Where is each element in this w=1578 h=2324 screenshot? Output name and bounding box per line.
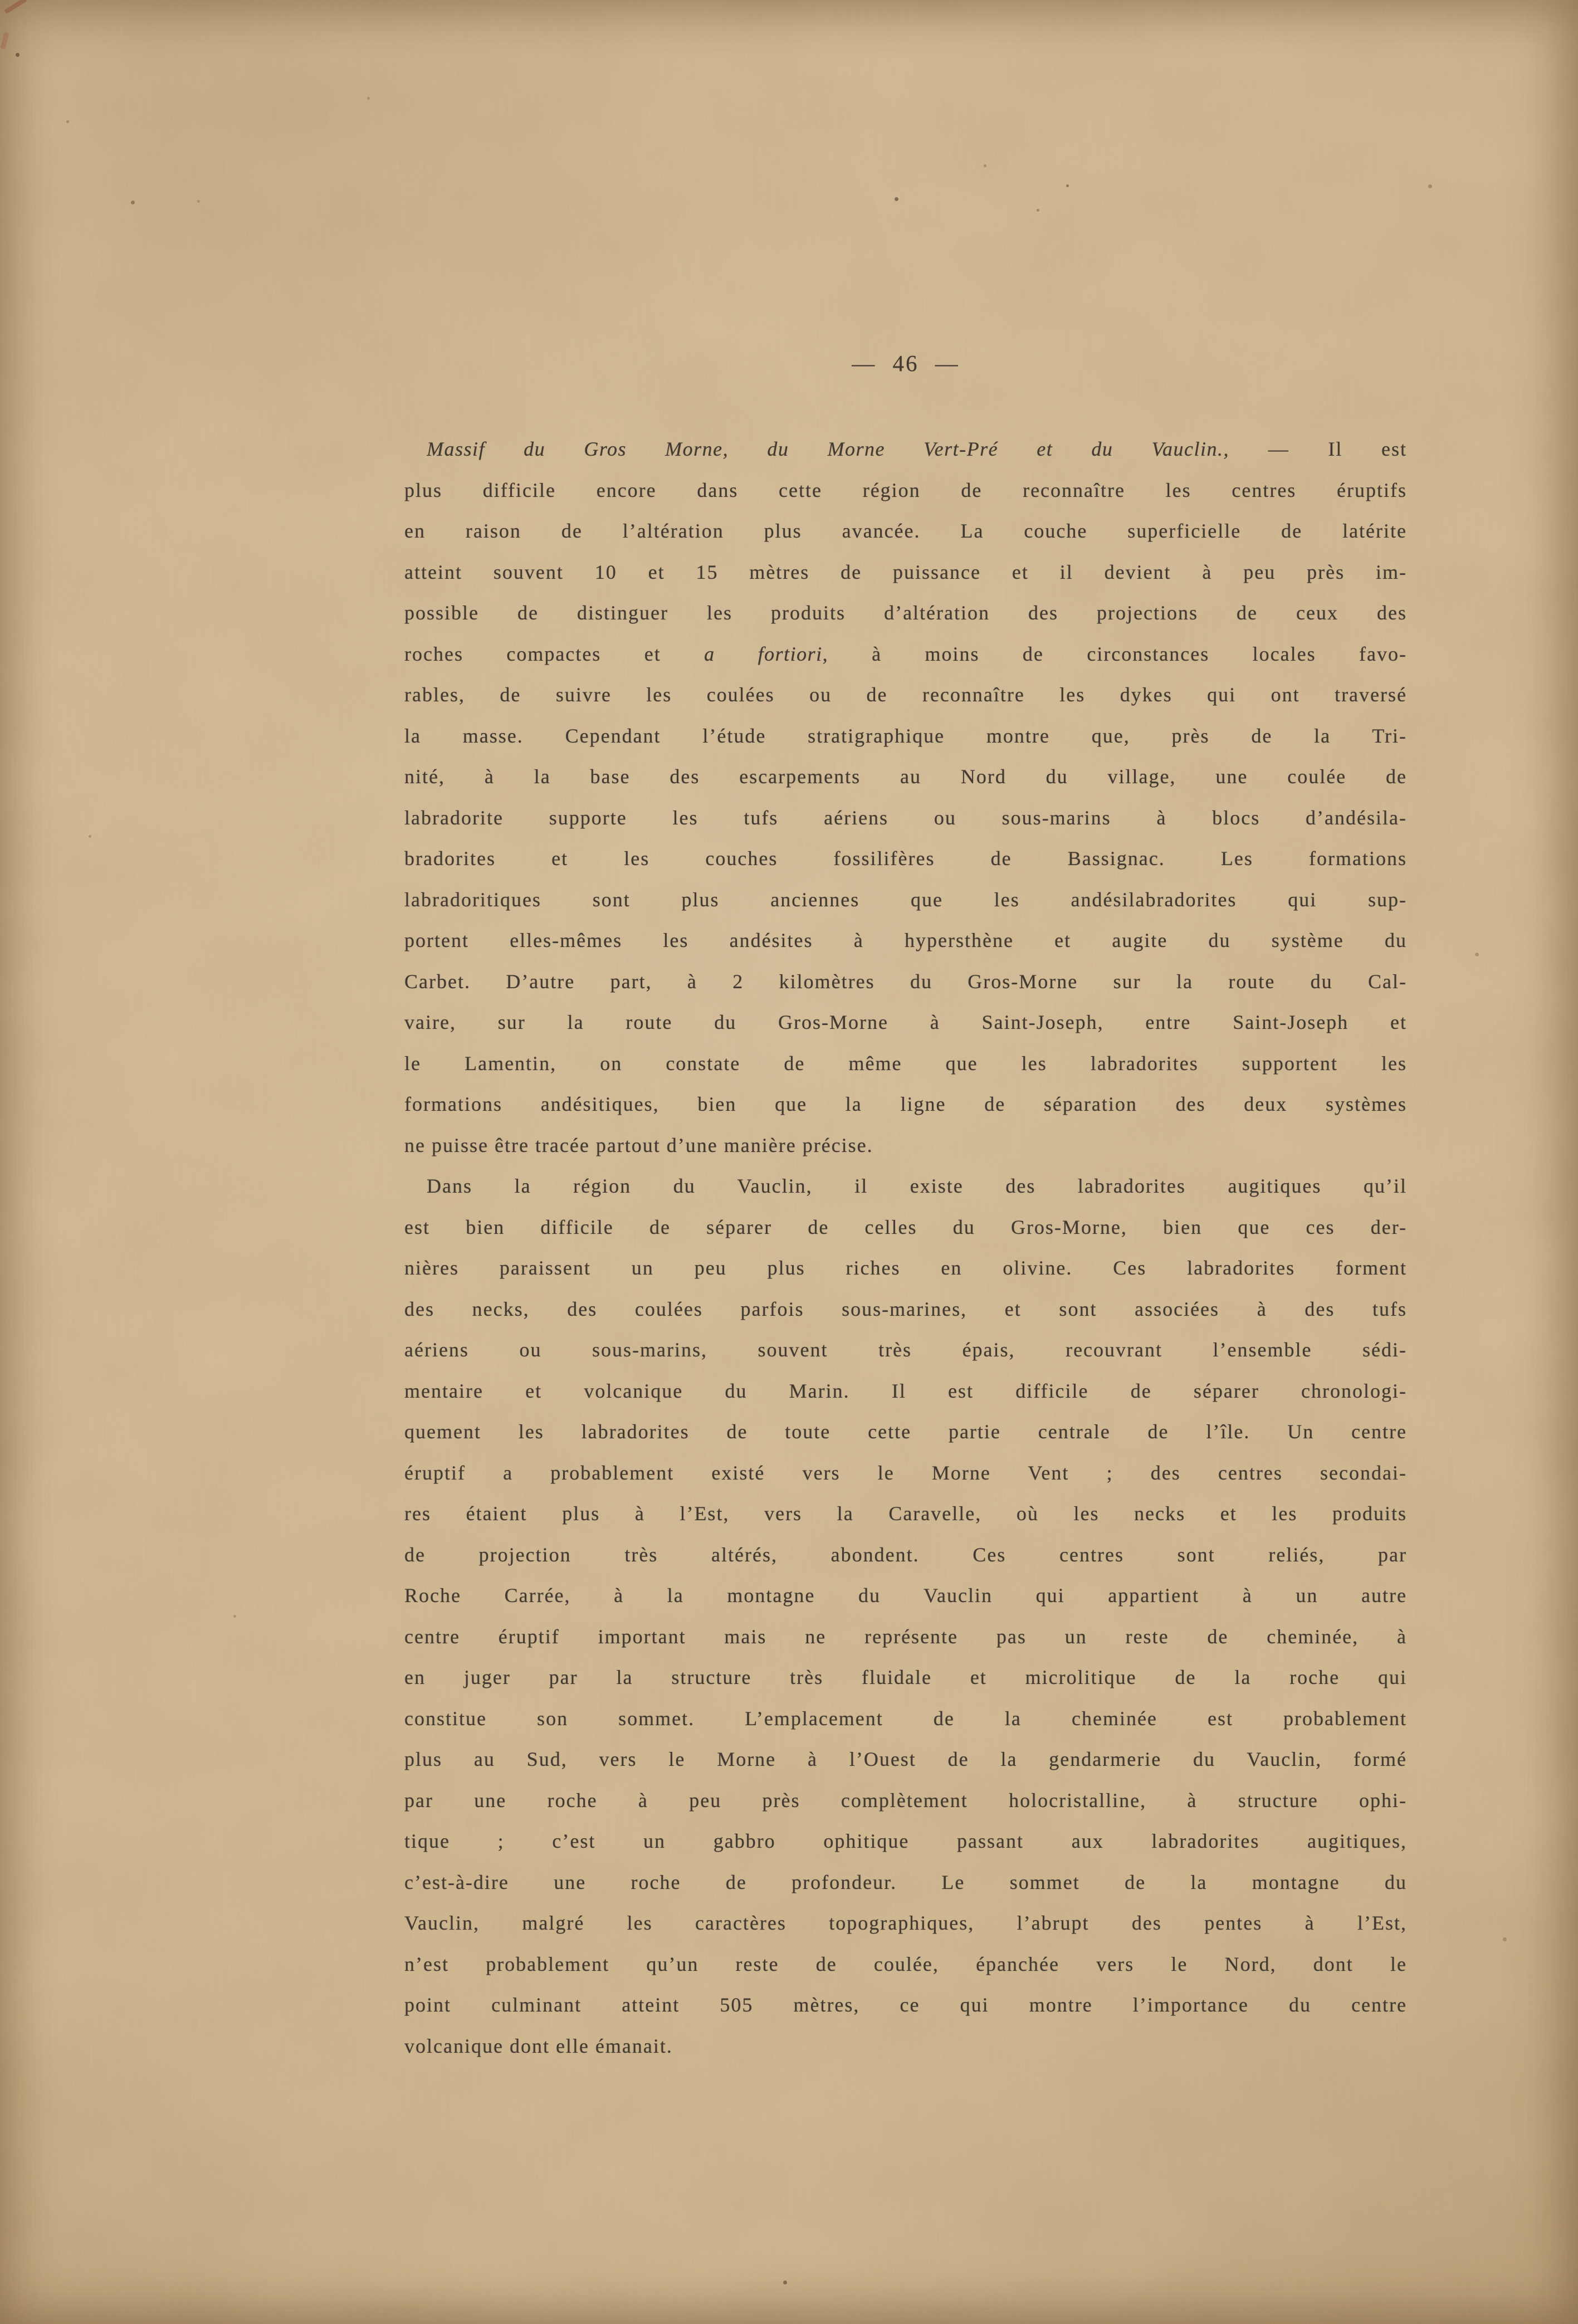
- text-line: [404, 1575, 1407, 1617]
- text-segment: , à moins de circonstances locales favo-: [822, 642, 1408, 665]
- text-line: [404, 1125, 1407, 1166]
- text-line: [404, 1657, 1407, 1698]
- text-segment: nité, à la base des escarpements au Nord du village, une coulée de: [404, 765, 1407, 788]
- text-line: [404, 838, 1407, 880]
- text-segment: quement les labradorites de toute cette partie centrale de l’île. Un centre: [404, 1420, 1407, 1443]
- text-segment: constitue son sommet. L’emplacement de la cheminée est probablement: [404, 1707, 1407, 1730]
- text-segment: vaire, sur la route du Gros-Morne à Saint-Joseph, entre Saint-Joseph et: [404, 1011, 1407, 1033]
- text-segment: aériens ou sous-marins, souvent très épais, recouvrant l’ensemble sédi-: [404, 1339, 1407, 1361]
- text-line: [404, 1453, 1407, 1494]
- text-line: [404, 1289, 1407, 1330]
- text-line: [404, 470, 1407, 511]
- text-segment: labradorite supporte les tufs aériens ou sous-marins à blocs d’andésila-: [404, 806, 1407, 829]
- text-line: [404, 1617, 1407, 1658]
- text-line: [404, 552, 1407, 593]
- text-segment: bradorites et les couches fossilifères de Bassignac. Les formations: [404, 847, 1407, 870]
- text-line: [404, 593, 1407, 634]
- page-number: — 46 —: [852, 350, 960, 376]
- text-line: [404, 1944, 1407, 1985]
- text-segment: tique ; c’est un gabbro ophitique passant aux labradorites augitiques,: [404, 1830, 1407, 1852]
- text-line: [404, 1493, 1407, 1535]
- italic-text-segment: Massif du Gros Morne, du Morne Vert-Pré et du Vauclin.,: [427, 438, 1230, 460]
- text-line: [404, 1985, 1407, 2026]
- text-segment: Roche Carrée, à la montagne du Vauclin qui appartient à un autre: [404, 1584, 1407, 1607]
- text-line: [404, 511, 1407, 552]
- text-segment: roches compactes et: [404, 642, 705, 665]
- text-segment: atteint souvent 10 et 15 mètres de puissance et il devient à peu près im-: [404, 560, 1407, 583]
- text-segment: — Il est: [1229, 438, 1407, 460]
- text-line: [404, 1084, 1407, 1125]
- text-segment: Carbet. D’autre part, à 2 kilomètres du Gros-Morne sur la route du Cal-: [404, 970, 1407, 993]
- text-line: [404, 1780, 1407, 1822]
- text-line: [404, 2026, 1407, 2067]
- text-line: [404, 1698, 1407, 1740]
- text-segment: res étaient plus à l’Est, vers la Caravelle, où les necks et les produits: [404, 1502, 1407, 1525]
- text-line: [404, 756, 1407, 798]
- text-segment: éruptif a probablement existé vers le Morne Vent ; des centres secondai-: [404, 1461, 1407, 1484]
- text-segment: volcanique dont elle émanait.: [404, 2034, 673, 2057]
- text-segment: c’est-à-dire une roche de profondeur. Le sommet de la montagne du: [404, 1871, 1407, 1893]
- text-segment: point culminant atteint 505 mètres, ce qui montre l’importance du centre: [404, 1994, 1407, 2016]
- text-line: [404, 961, 1407, 1003]
- text-line: [404, 1821, 1407, 1862]
- text-line: [404, 1903, 1407, 1944]
- text-line: [404, 880, 1407, 921]
- text-segment: formations andésitiques, bien que la ligne de séparation des deux systèmes: [404, 1093, 1407, 1115]
- text-segment: plus difficile encore dans cette région de reconnaître les centres éruptifs: [404, 479, 1407, 501]
- paper-specks: [0, 0, 2, 2]
- text-line: [404, 429, 1407, 470]
- text-line: [404, 1739, 1407, 1780]
- text-segment: la masse. Cependant l’étude stratigraphique montre que, près de la Tri-: [404, 724, 1407, 747]
- text-segment: n’est probablement qu’un reste de coulée, épanchée vers le Nord, dont le: [404, 1952, 1407, 1975]
- text-segment: mentaire et volcanique du Marin. Il est difficile de séparer chronologi-: [404, 1379, 1407, 1402]
- text-line: [404, 920, 1407, 961]
- text-line: [404, 798, 1407, 839]
- text-segment: plus au Sud, vers le Morne à l’Ouest de la gendarmerie du Vauclin, formé: [404, 1748, 1407, 1770]
- text-segment: par une roche à peu près complètement holocristalline, à structure ophi-: [404, 1789, 1407, 1812]
- text-segment: Vauclin, malgré les caractères topographiques, l’abrupt des pentes à l’Est,: [404, 1912, 1407, 1934]
- text-segment: en raison de l’altération plus avancée. La couche superficielle de latérite: [404, 520, 1407, 542]
- text-segment: est bien difficile de séparer de celles du Gros-Morne, bien que ces der-: [404, 1215, 1407, 1238]
- text-line: [404, 675, 1407, 716]
- text-segment: ne puisse être tracée partout d’une manière précise.: [404, 1134, 873, 1156]
- text-segment: Dans la région du Vauclin, il existe des labradorites augitiques qu’il: [427, 1175, 1407, 1197]
- text-line: [404, 1002, 1407, 1043]
- text-line: [404, 1166, 1407, 1207]
- text-line: [404, 716, 1407, 757]
- text-segment: le Lamentin, on constate de même que les labradorites supportent les: [404, 1052, 1407, 1075]
- text-line: [404, 1330, 1407, 1371]
- text-segment: portent elles-mêmes les andésites à hypersthène et augite du système du: [404, 929, 1407, 951]
- text-segment: en juger par la structure très fluidale et microlitique de la roche qui: [404, 1666, 1407, 1688]
- text-line: [404, 1862, 1407, 1903]
- text-segment: des necks, des coulées parfois sous-marines, et sont associées à des tufs: [404, 1297, 1407, 1320]
- text-line: [404, 1248, 1407, 1289]
- text-line: [404, 634, 1407, 675]
- text-segment: nières paraissent un peu plus riches en olivine. Ces labradorites forment: [404, 1257, 1407, 1279]
- text-line: [404, 1371, 1407, 1412]
- text-segment: centre éruptif important mais ne représente pas un reste de cheminée, à: [404, 1625, 1407, 1648]
- italic-text-segment: a fortiori: [704, 642, 823, 665]
- text-line: [404, 1412, 1407, 1453]
- text-segment: labradoritiques sont plus anciennes que les andésilabradorites qui sup-: [404, 888, 1407, 911]
- text-segment: de projection très altérés, abondent. Ces centres sont reliés, par: [404, 1543, 1407, 1566]
- text-segment: possible de distinguer les produits d’altération des projections de ceux des: [404, 602, 1407, 624]
- text-line: [404, 1207, 1407, 1248]
- corner-ink-mark: [4, 0, 27, 14]
- text-line: [404, 1043, 1407, 1085]
- text-segment: rables, de suivre les coulées ou de reconnaître les dykes qui ont traversé: [404, 683, 1407, 706]
- text-line: [404, 1535, 1407, 1576]
- page-text: [404, 429, 1407, 2067]
- corner-ink-mark: [1, 32, 9, 49]
